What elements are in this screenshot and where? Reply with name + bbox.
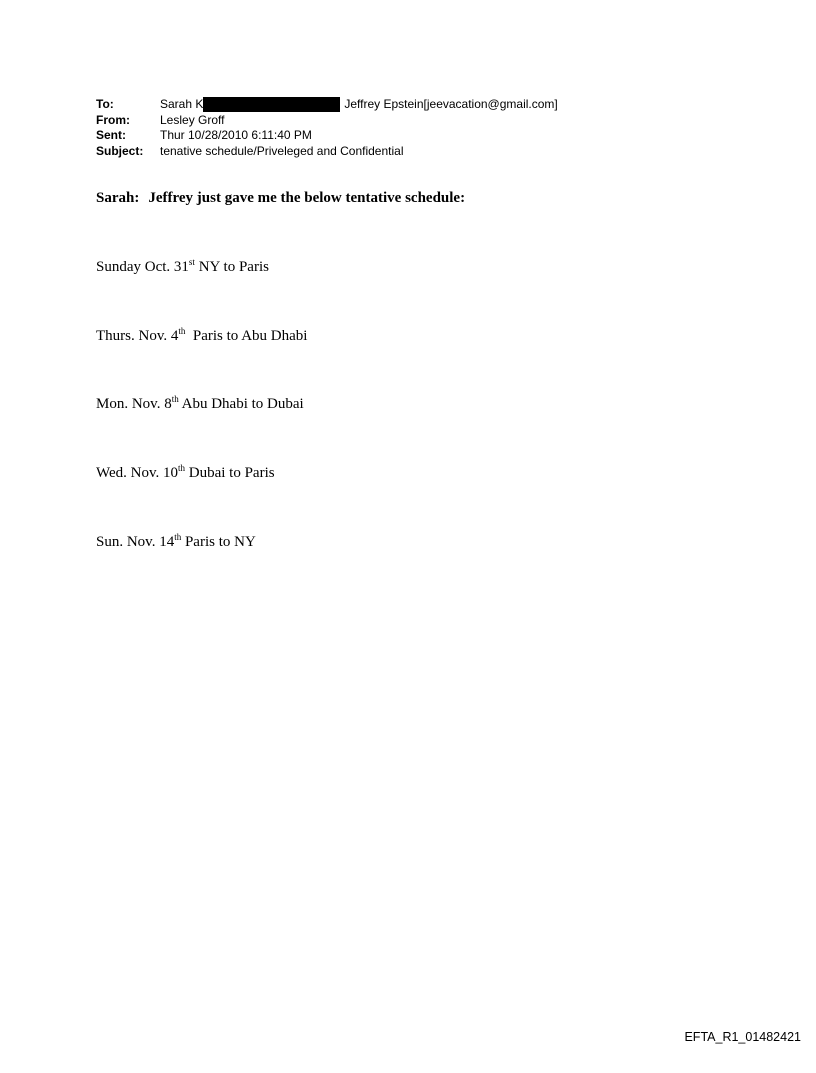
ordinal-suffix: st [188,257,195,267]
to-row [96,97,558,113]
sent-row [96,128,558,144]
ordinal-suffix: th [178,326,186,336]
schedule-route: Dubai to Paris [185,465,275,481]
to-recipient: Jeffrey Epstein[jeevacation@gmail.com] [344,97,558,111]
sent-label: Sent: [96,128,126,142]
schedule-item [96,328,307,345]
schedule-date: Sun. Nov. 14 [96,534,175,550]
sent-value: Thur 10/28/2010 6:11:40 PM [160,128,312,142]
document-id: EFTA_R1_01482421 [684,1030,801,1044]
schedule-route: NY to Paris [194,259,269,275]
subject-label: Subject: [96,143,144,158]
schedule-date: Thurs. Nov. 4 [96,328,179,344]
from-value: Lesley Groff [160,112,225,127]
from-label: From: [96,112,130,127]
from-row [96,113,558,129]
redaction-box [203,97,340,112]
schedule-item [96,465,275,482]
schedule-route: Paris to NY [181,534,256,550]
schedule-item [96,396,304,413]
greeting-line [96,190,465,207]
subject-value: tenative schedule/Priveleged and Confidential [160,143,404,158]
ordinal-suffix: th [177,463,185,473]
schedule-route: Abu Dhabi to Dubai [178,396,304,412]
schedule-item [96,259,269,276]
to-label: To: [96,97,114,111]
schedule-item [96,534,256,551]
schedule-date: Mon. Nov. 8 [96,396,172,412]
subject-row [96,144,558,160]
greeting-text: Jeffrey just gave me the below tentative schedule: [148,190,466,206]
to-name-prefix: Sarah K [160,97,204,111]
ordinal-suffix: th [174,532,182,542]
email-header [96,97,558,159]
schedule-date: Wed. Nov. 10 [96,465,178,481]
ordinal-suffix: th [171,394,179,404]
to-value [160,97,558,113]
greeting-name: Sarah: [96,190,140,206]
schedule-date: Sunday Oct. 31 [96,259,189,275]
schedule-route: Paris to Abu Dhabi [185,328,308,344]
